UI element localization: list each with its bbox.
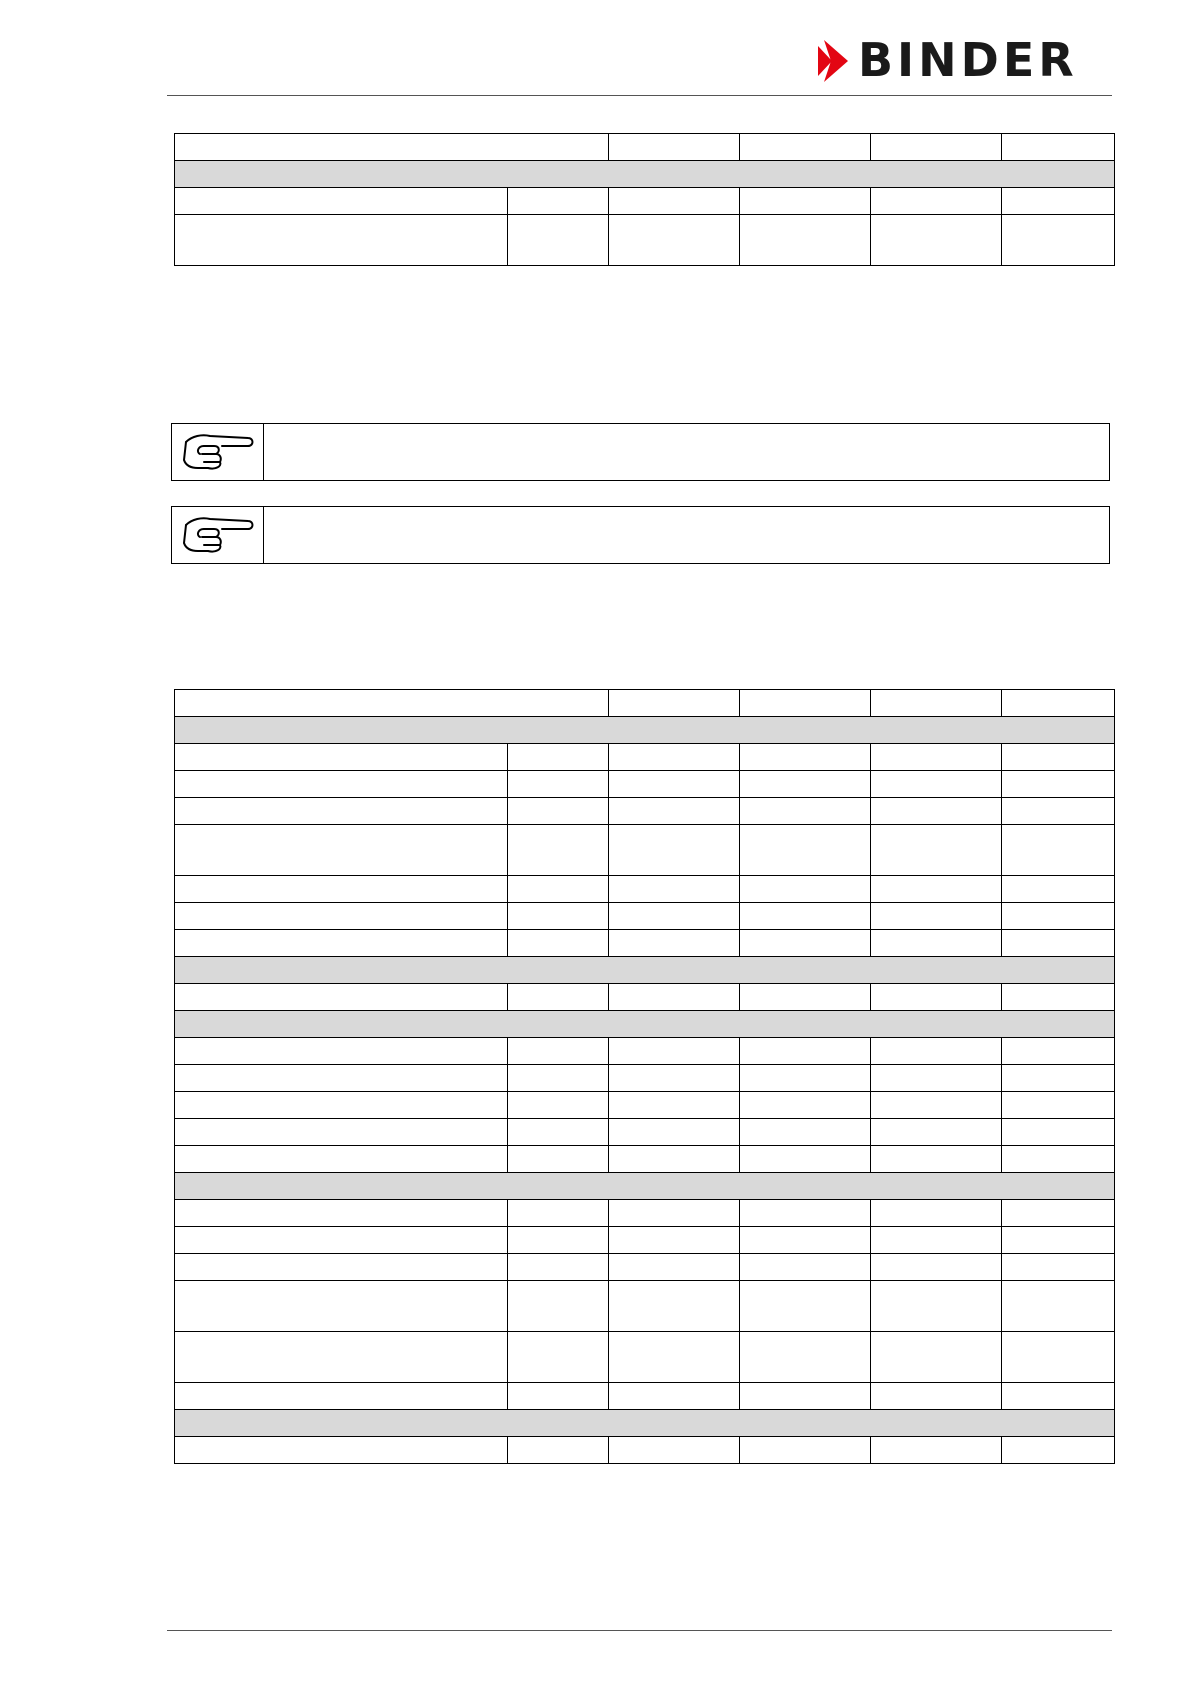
note-icon-cell — [172, 424, 264, 480]
table-row — [175, 798, 1115, 825]
table-section-row — [175, 957, 1115, 984]
note-box — [171, 423, 1110, 481]
note-box — [171, 506, 1110, 564]
spec-table-1 — [174, 133, 1115, 266]
table-row — [175, 930, 1115, 957]
binder-logo — [818, 33, 1118, 87]
table-row — [175, 903, 1115, 930]
header-rule — [167, 95, 1112, 96]
table-section-row — [175, 161, 1115, 188]
table-row — [175, 1119, 1115, 1146]
footer-rule — [167, 1630, 1112, 1631]
table-section-row — [175, 1011, 1115, 1038]
table-row — [175, 876, 1115, 903]
table-row — [175, 1065, 1115, 1092]
table-section-row — [175, 1173, 1115, 1200]
table-header-row — [175, 690, 1115, 717]
table-row — [175, 1227, 1115, 1254]
spec-table-2 — [174, 689, 1115, 1464]
table-row — [175, 771, 1115, 798]
table-row — [175, 1200, 1115, 1227]
table-row — [175, 1281, 1115, 1332]
pointing-hand-icon — [178, 511, 258, 559]
table-row — [175, 1038, 1115, 1065]
pointing-hand-icon — [178, 428, 258, 476]
table-row — [175, 1383, 1115, 1410]
table-section-row — [175, 1410, 1115, 1437]
logo-text: BINDER — [858, 33, 1078, 87]
table-row — [175, 744, 1115, 771]
table-row — [175, 1254, 1115, 1281]
table-row — [175, 1092, 1115, 1119]
table-row — [175, 825, 1115, 876]
table-row — [175, 1332, 1115, 1383]
note-icon-cell — [172, 507, 264, 563]
table-header-row — [175, 134, 1115, 161]
table-row — [175, 984, 1115, 1011]
table-section-row — [175, 717, 1115, 744]
table-row — [175, 215, 1115, 266]
binder-arrow-icon — [818, 40, 850, 82]
table-row — [175, 188, 1115, 215]
table-row — [175, 1146, 1115, 1173]
table-row — [175, 1437, 1115, 1464]
